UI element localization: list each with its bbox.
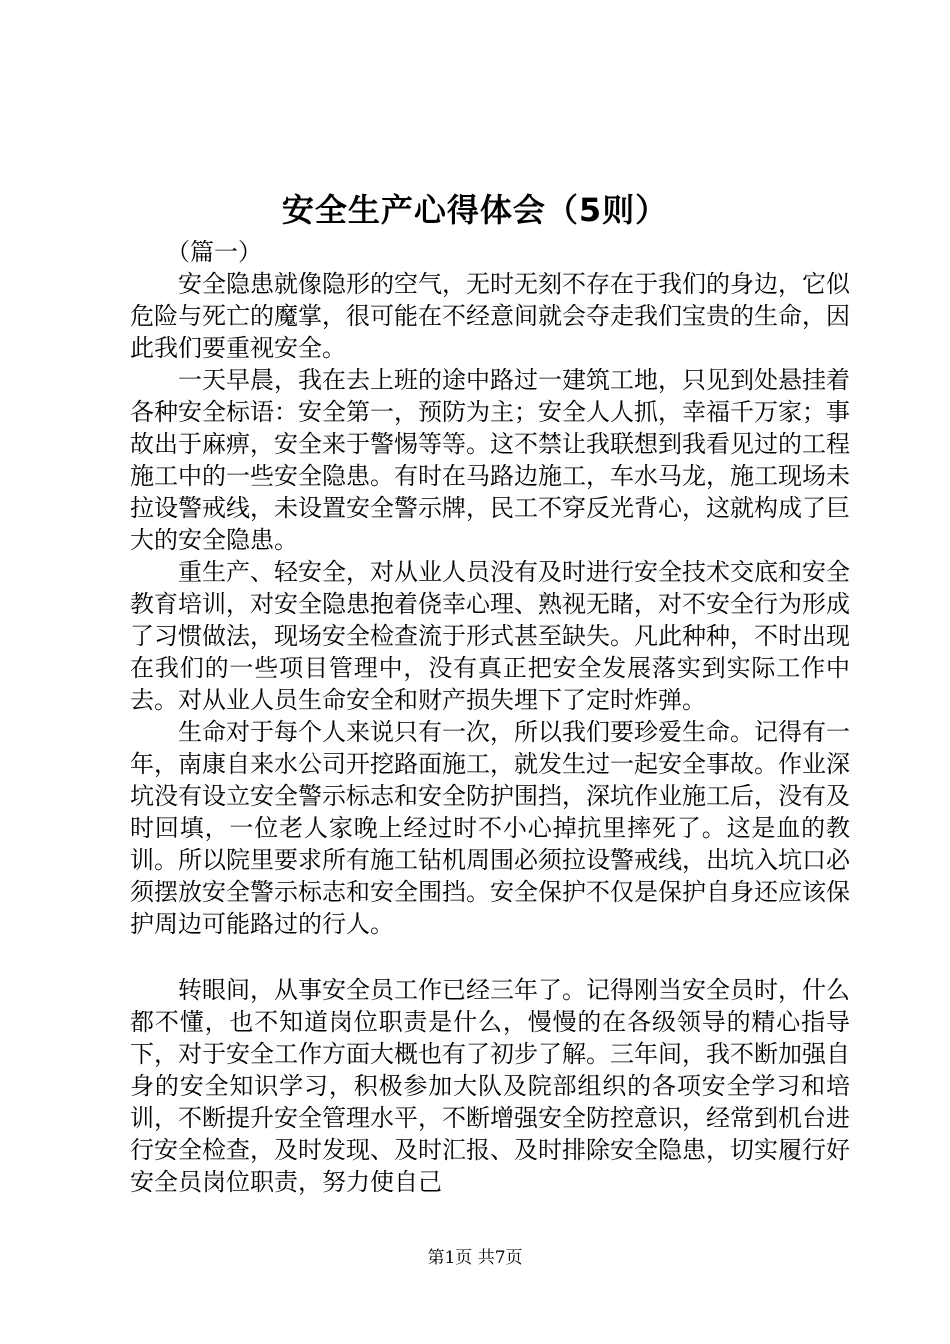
page-title: 安全生产心得体会（5则） [281, 191, 669, 229]
paragraph: 一天早晨，我在去上班的途中路过一建筑工地，只见到处悬挂着各种安全标语：安全第一，预防为主；安全人人抓，幸福千万家；事故出于麻痹，安全来于警惕等等。这不禁让我联想到我看见过的工程施工中的一些安全隐患。有时在马路边施工，车水马龙，施工现场未拉设警戒线，未设置安全警示牌，民工不穿反光背心，这就构成了巨大的安全隐患。 [130, 366, 850, 554]
paragraph: 生命对于每个人来说只有一次，所以我们要珍爱生命。记得有一年，南康自来水公司开挖路面施工，就发生过一起安全事故。作业深坑没有设立安全警示标志和安全防护围挡，深坑作业施工后，没有及时回填，一位老人家晚上经过时不小心掉抗里摔死了。这是血的教训。所以院里要求所有施工钻机周围必须拉设警戒线，出坑入坑口必须摆放安全警示标志和安全围挡。安全保护不仅是保护自身还应该保护周边可能路过的行人。 [130, 718, 850, 938]
paragraph-spacer [130, 940, 850, 974]
paragraph: 重生产、轻安全，对从业人员没有及时进行安全技术交底和安全教育培训，对安全隐患抱着侥幸心理、熟视无睹，对不安全行为形成了习惯做法，现场安全检查流于形式甚至缺失。凡此种种，不时出现在我们的一些项目管理中，没有真正把安全发展落实到实际工作中去。对从业人员生命安全和财产损失埋下了定时炸弹。 [130, 558, 850, 714]
document-body [130, 236, 850, 1198]
paragraph: 安全隐患就像隐形的空气，无时无刻不存在于我们的身边，它似危险与死亡的魔掌，很可能在不经意间就会夺走我们宝贵的生命，因此我们要重视安全。 [130, 270, 850, 362]
page-footer: 第1页 共7页 [427, 1248, 523, 1268]
paragraph: 转眼间，从事安全员工作已经三年了。记得刚当安全员时，什么都不懂，也不知道岗位职责是什么，慢慢的在各级领导的精心指导下，对于安全工作方面大概也有了初步了解。三年间，我不断加强自身的安全知识学习，积极参加大队及院部组织的各项安全学习和培训，不断提升安全管理水平，不断增强安全防控意识，经常到机台进行安全检查，及时发现、及时汇报、及时排除安全隐患，切实履行好安全员岗位职责，努力使自己 [130, 976, 850, 1196]
section-label: （篇一） [166, 238, 262, 266]
